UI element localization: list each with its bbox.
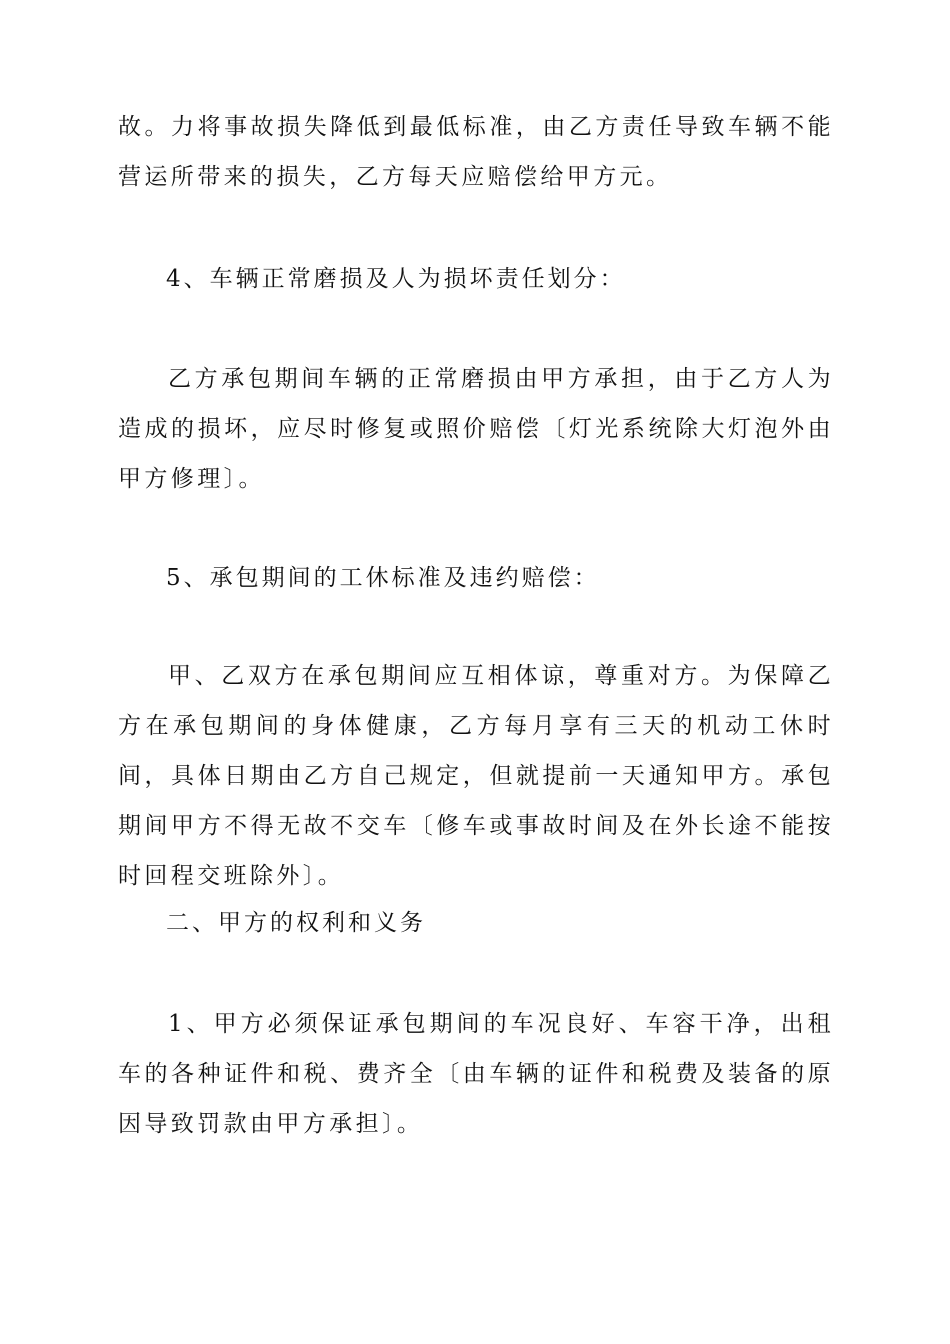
heading-rest-and-penalty: 5、承包期间的工休标准及违约赔偿： xyxy=(166,565,600,591)
paragraph-party-a-obligation-1: 1、甲方必须保证承包期间的车况良好、车容干净，出租车的各种证件和税、费齐全〔由车辆的证件和税费及装备的原因导致罚款由甲方承担〕。 xyxy=(118,1011,834,1137)
paragraph-rest-and-penalty: 甲、乙双方在承包期间应互相体谅，尊重对方。为保障乙方在承包期间的身体健康，乙方每月享有三天的机动工休时间，具体日期由乙方自己规定，但就提前一天通知甲方。承包期间甲方不得无故不交车〔修车或事故时间及在外长途不能按时回程交班除外〕。 xyxy=(118,663,834,889)
heading-wear-and-damage: 4、车辆正常磨损及人为损坏责任划分： xyxy=(166,266,626,292)
paragraph-accident-loss: 故。力将事故损失降低到最低标准，由乙方责任导致车辆不能营运所带来的损失，乙方每天应赔偿给甲方元。 xyxy=(118,114,834,190)
heading-party-a-rights: 二、甲方的权利和义务 xyxy=(166,910,426,936)
paragraph-wear-and-damage: 乙方承包期间车辆的正常磨损由甲方承担，由于乙方人为造成的损坏，应尽时修复或照价赔偿〔灯光系统除大灯泡外由甲方修理〕。 xyxy=(118,366,834,492)
